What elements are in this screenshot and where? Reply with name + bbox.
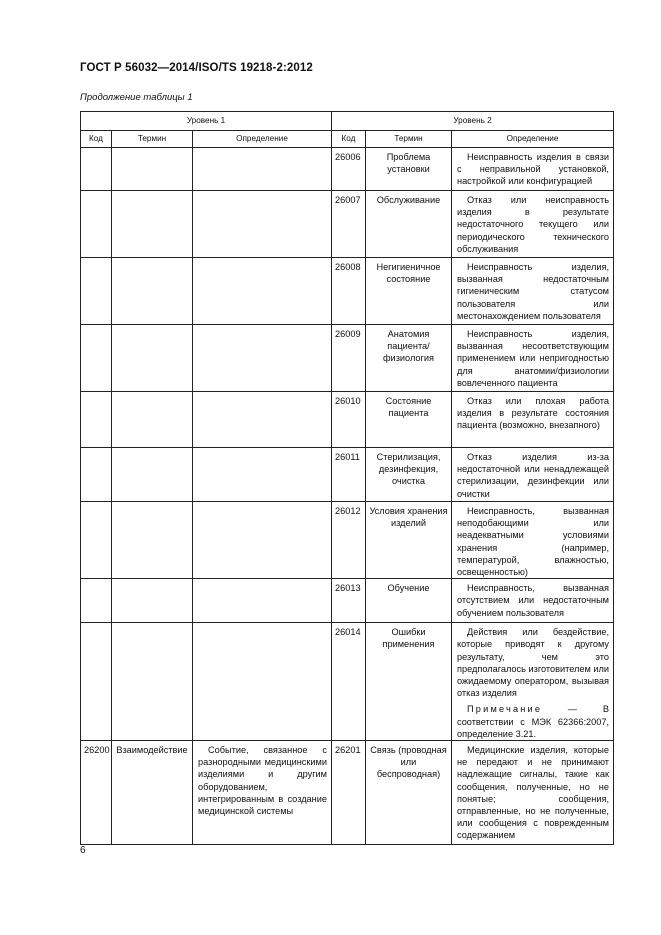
l1-term-cell <box>112 502 192 505</box>
l1-code-cell <box>81 191 111 194</box>
l1-definition-cell <box>193 502 331 505</box>
l1-term-cell <box>112 191 192 194</box>
l2-code-header: Код <box>332 131 366 148</box>
code-cell: 26201 <box>335 745 361 756</box>
code-cell: 26014 <box>335 627 361 638</box>
table-row <box>81 392 614 448</box>
definition-cell: Неисправность, вызванная неподобающими или неадекватными условиями хранения (например, температурой, влажностью, освещенностью) <box>457 506 609 578</box>
definition-cell: Отказ изделия из-за недостаточной или ненадлежащей стерилизации, дезинфекции или очистки <box>457 452 609 499</box>
table-row <box>81 448 614 502</box>
l1-code-header: Код <box>81 131 112 148</box>
definition-cell: Неисправность изделия в связи с неправильной установкой, настройкой или конфигурацией <box>457 152 609 187</box>
l1-definition-cell <box>193 325 331 328</box>
l1-term-cell <box>112 148 192 151</box>
term-cell: Обслуживание <box>376 195 441 205</box>
l1-term-cell <box>112 258 192 261</box>
l1-code-cell <box>81 502 111 505</box>
l1-definition-cell <box>193 623 331 626</box>
table-row <box>81 325 614 392</box>
term-cell: Негигиеничное состояние <box>376 262 441 285</box>
definition-cell: Неисправность, вызванная отсутствием или недостаточным обучением пользователя <box>457 583 609 618</box>
l1-term-cell <box>112 579 192 582</box>
l1-term-cell <box>112 325 192 328</box>
standard-title: ГОСТ Р 56032—2014/ISO/TS 19218-2:2012 <box>80 62 313 74</box>
table-row <box>81 148 614 191</box>
code-cell: 26011 <box>335 452 360 462</box>
level2-header: Уровень 2 <box>332 112 614 131</box>
term-cell: Связь (проводная или беспроводная) <box>370 745 447 780</box>
table-caption: Продолжение таблицы 1 <box>80 92 193 103</box>
term-cell: Анатомия пациента/физиология <box>383 329 434 364</box>
definition-cell: Отказ или плохая работа изделия в результате состояния пациента (возможно, внезапного) <box>457 396 609 431</box>
table-row <box>81 191 614 258</box>
definition-cell: Действия или бездействие, которые приводят к другому результату, чем это предполагалось изготовителем или ожидаемому оператором, вызывая отказ изделия Примечание — В соответствии с МЭК 62366:2007, определение 3.21. <box>457 627 609 739</box>
l1-code-cell <box>81 623 111 626</box>
code-cell: 26013 <box>335 583 361 594</box>
code-cell: 26009 <box>335 329 361 339</box>
code-cell: 26008 <box>335 262 361 272</box>
code-cell: 26010 <box>335 396 361 406</box>
definition-cell: Неисправность изделия, вызванная несоответствующим применением или непригодностью для анатомии/физиологии вовлеченного пациента <box>457 329 609 388</box>
level1-header: Уровень 1 <box>81 112 332 131</box>
l1-term-header: Термин <box>112 131 193 148</box>
note-text: — В соответствии с МЭК 62366:2007, определение 3.21. <box>457 704 609 739</box>
table-row <box>81 258 614 325</box>
l1-definition-header: Определение <box>193 131 332 148</box>
l1-term-cell: Взаимодействие <box>116 745 188 756</box>
table-row <box>81 579 614 623</box>
l1-definition-cell <box>193 258 331 261</box>
table-row <box>81 623 614 741</box>
term-cell: Ошибки применения <box>382 627 435 650</box>
l1-definition-cell <box>193 392 331 395</box>
l1-definition-cell <box>193 191 331 194</box>
term-cell: Проблема установки <box>386 152 431 175</box>
code-cell: 26007 <box>335 195 361 205</box>
l1-term-cell <box>112 448 192 451</box>
l1-code-cell <box>81 392 111 395</box>
term-cell: Состояние пациента <box>385 396 432 419</box>
page-number: 6 <box>80 845 86 856</box>
term-cell: Условия хранения изделий <box>369 506 448 529</box>
definition-cell: Отказ или неисправность изделия в результате недостаточного текущего или периодического технического обслуживания <box>457 195 609 254</box>
l1-definition-cell <box>193 448 331 451</box>
code-cell: 26006 <box>335 152 361 162</box>
l1-code-cell <box>81 448 111 451</box>
l1-definition-cell <box>193 148 331 151</box>
definition-cell: Неисправность изделия, вызванная недостаточным гигиеническим статусом пользователя или местонахождением пользователя <box>457 262 609 321</box>
l2-term-header: Термин <box>366 131 452 148</box>
l1-term-cell <box>112 392 192 395</box>
table-row <box>81 502 614 579</box>
term-cell: Стерилизация, дезинфекция, очистка <box>376 452 441 487</box>
l1-code-cell <box>81 258 111 261</box>
note-label: Примечание <box>467 704 543 715</box>
classification-table <box>80 111 614 845</box>
definition-cell: Медицинские изделия, которые не передают и не принимают надлежащие сигналы, такие как сообщения, полученные, но не понятые; сообщения, отправленные, но не полученные, или сообщения с поврежденным содержанием <box>457 745 609 841</box>
l2-definition-header: Определение <box>452 131 614 148</box>
l1-code-cell: 26200 <box>84 745 110 756</box>
code-cell: 26012 <box>335 506 361 516</box>
l1-definition-cell <box>193 579 331 582</box>
l1-term-cell <box>112 623 192 626</box>
term-cell: Обучение <box>387 583 430 594</box>
l1-code-cell <box>81 148 111 151</box>
l1-code-cell <box>81 579 111 582</box>
l1-code-cell <box>81 325 111 328</box>
table-row <box>81 741 614 845</box>
definition-note <box>457 703 609 740</box>
l1-definition-cell: Событие, связанное с разнородными медицинскими изделиями и другим оборудованием, интегрированным в создание медицинской системы <box>198 745 327 817</box>
